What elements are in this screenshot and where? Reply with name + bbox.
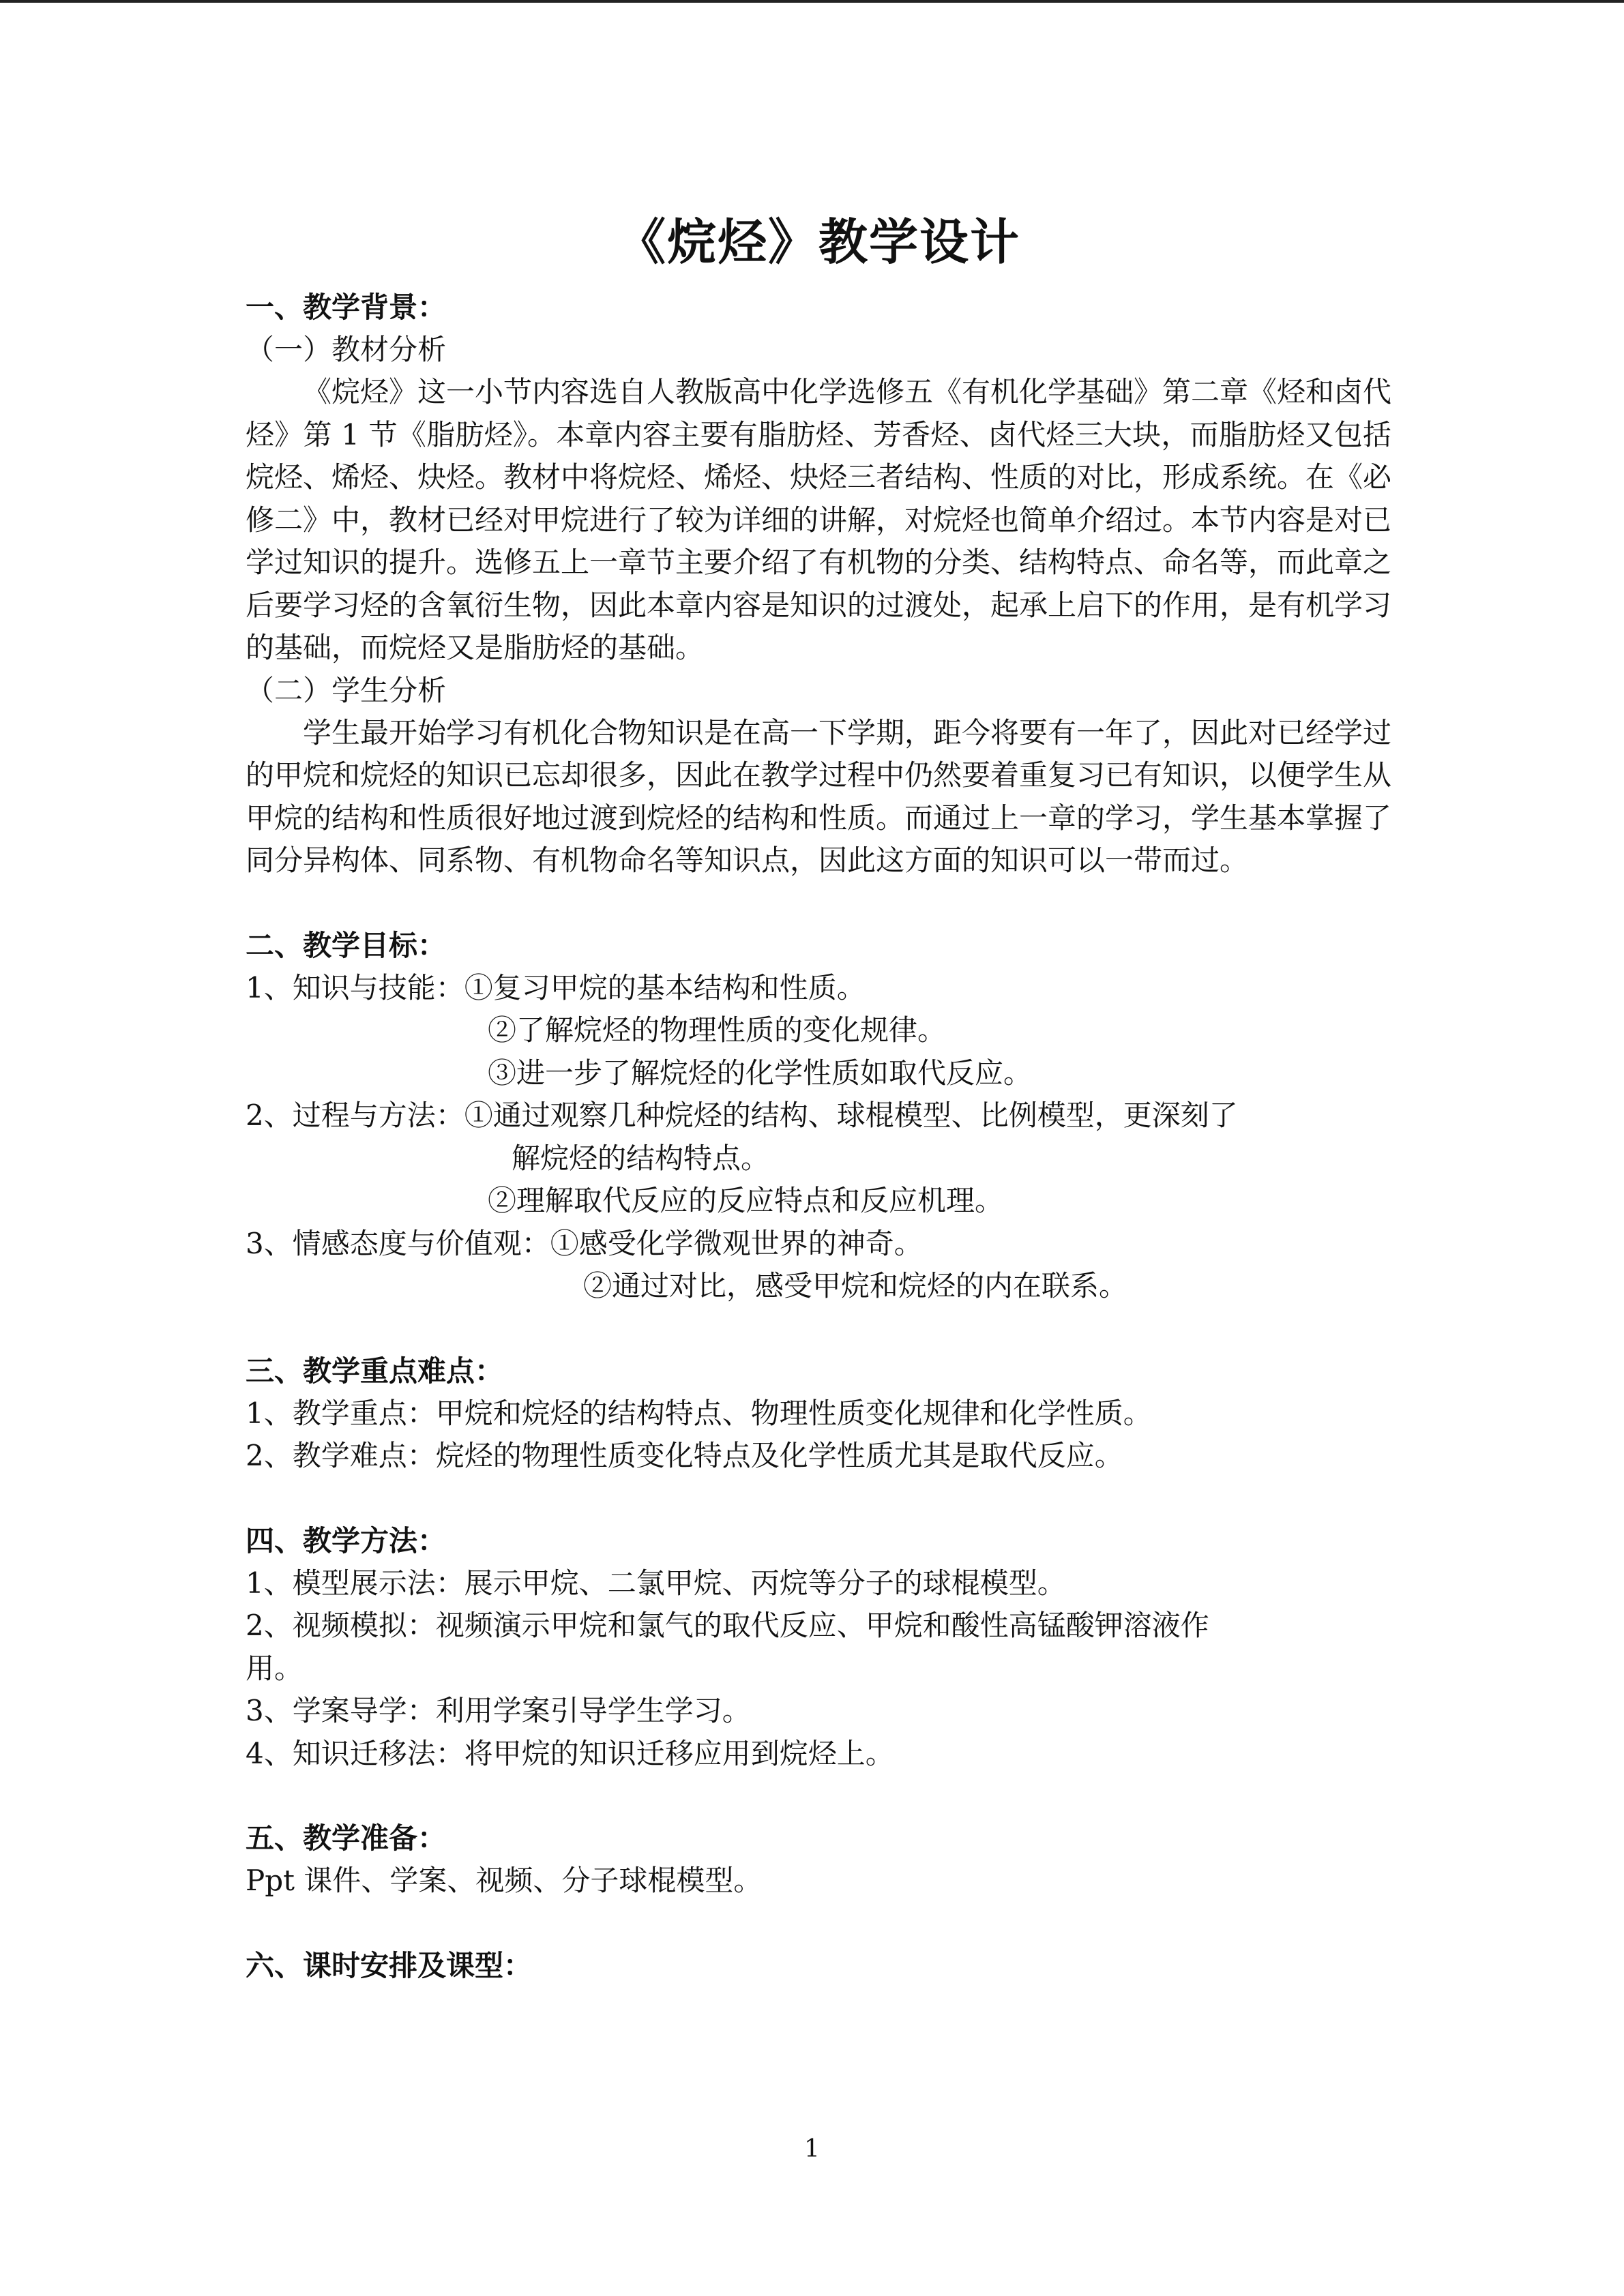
method-item: 1、模型展示法：展示甲烷、二氯甲烷、丙烷等分子的球棍模型。 xyxy=(246,1566,1066,1600)
objective-process-methods xyxy=(246,1094,1391,1137)
key-point-item: 1、教学重点：甲烷和烷烃的结构特点、物理性质变化规律和化学性质。 xyxy=(246,1396,1152,1430)
paragraph-student-analysis: 学生最开始学习有机化合物知识是在高一下学期，距今将要有一年了，因此对已经学过的甲烷和烷烃的知识已忘却很多，因此在教学过程中仍然要着重复习已有知识，以便学生从甲烷的结构和性质很好地过渡到烷烃的结构和性质。而通过上一章的学习，学生基本掌握了同分异构体、同系物、有机物命名等知识点，因此这方面的知识可以一带而过。 xyxy=(246,715,1392,877)
objective-label: 2、过程与方法： xyxy=(246,1099,464,1132)
section-heading-objectives: 二、教学目标： xyxy=(246,928,447,962)
preparation-text: Ppt 课件、学案、视频、分子球棍模型。 xyxy=(246,1864,763,1897)
method-item-continuation: 用。 xyxy=(246,1651,304,1685)
objective-item: ②理解取代反应的反应特点和反应机理。 xyxy=(488,1184,1004,1217)
difficult-point-item: 2、教学难点：烷烃的物理性质变化特点及化学性质尤其是取代反应。 xyxy=(246,1439,1123,1472)
objective-label: 1、知识与技能： xyxy=(246,970,464,1004)
page-number: 1 xyxy=(804,2135,820,2163)
section-heading-schedule: 六、课时安排及课型： xyxy=(246,1948,533,1982)
objective-item: ①感受化学微观世界的神奇。 xyxy=(550,1226,923,1260)
objective-label: 3、情感态度与价值观： xyxy=(246,1226,550,1260)
objective-item: ①通过观察几种烷烃的结构、球棍模型、比例模型，更深刻了 xyxy=(464,1099,1238,1132)
section-heading-preparation: 五、教学准备： xyxy=(246,1821,447,1855)
document-page xyxy=(246,198,1391,1987)
subheading-textbook-analysis: （一）教材分析 xyxy=(246,333,447,366)
method-item: 2、视频模拟：视频演示甲烷和氯气的取代反应、甲烷和酸性高锰酸钾溶液作 xyxy=(246,1609,1209,1642)
objective-item: ③进一步了解烷烃的化学性质如取代反应。 xyxy=(488,1056,1033,1090)
subheading-student-analysis: （二）学生分析 xyxy=(246,673,447,707)
objective-item: ②了解烷烃的物理性质的变化规律。 xyxy=(488,1013,947,1047)
section-heading-background: 一、教学背景： xyxy=(246,290,447,324)
section-heading-methods: 四、教学方法： xyxy=(246,1523,447,1557)
section-heading-key-points: 三、教学重点难点： xyxy=(246,1354,504,1388)
objective-item: ②通过对比，感受甲烷和烷烃的内在联系。 xyxy=(583,1269,1128,1302)
objective-attitude-values xyxy=(246,1223,1391,1266)
document-title: 《烷烃》教学设计 xyxy=(616,213,1020,271)
objective-item-continuation: 解烷烃的结构特点。 xyxy=(512,1141,770,1175)
page-top-border xyxy=(0,0,1624,3)
method-item: 4、知识迁移法：将甲烷的知识迁移应用到烷烃上。 xyxy=(246,1736,894,1770)
paragraph-textbook-analysis: 《烷烃》这一小节内容选自人教版高中化学选修五《有机化学基础》第二章《烃和卤代烃》第 1 节《脂肪烃》。本章内容主要有脂肪烃、芳香烃、卤代烃三大块，而脂肪烃又包括烷烃、烯烃、炔烃。教材中将烷烃、烯烃、炔烃三者结构、性质的对比，形成系统。在《必修二》中，教材已经对甲烷进行了较为详细的讲解，对烷烃也简单介绍过。本节内容是对已学过知识的提升。选修五上一章节主要介绍了有机物的分类、结构特点、命名等，而此章之后要学习烃的含氧衍生物，因此本章内容是知识的过渡处，起承上启下的作用，是有机学习的基础，而烷烃又是脂肪烃的基础。 xyxy=(246,375,1392,664)
method-item: 3、学案导学：利用学案引导学生学习。 xyxy=(246,1694,751,1727)
objective-knowledge-skills xyxy=(246,967,1391,1010)
objective-item: ①复习甲烷的基本结构和性质。 xyxy=(464,970,866,1004)
